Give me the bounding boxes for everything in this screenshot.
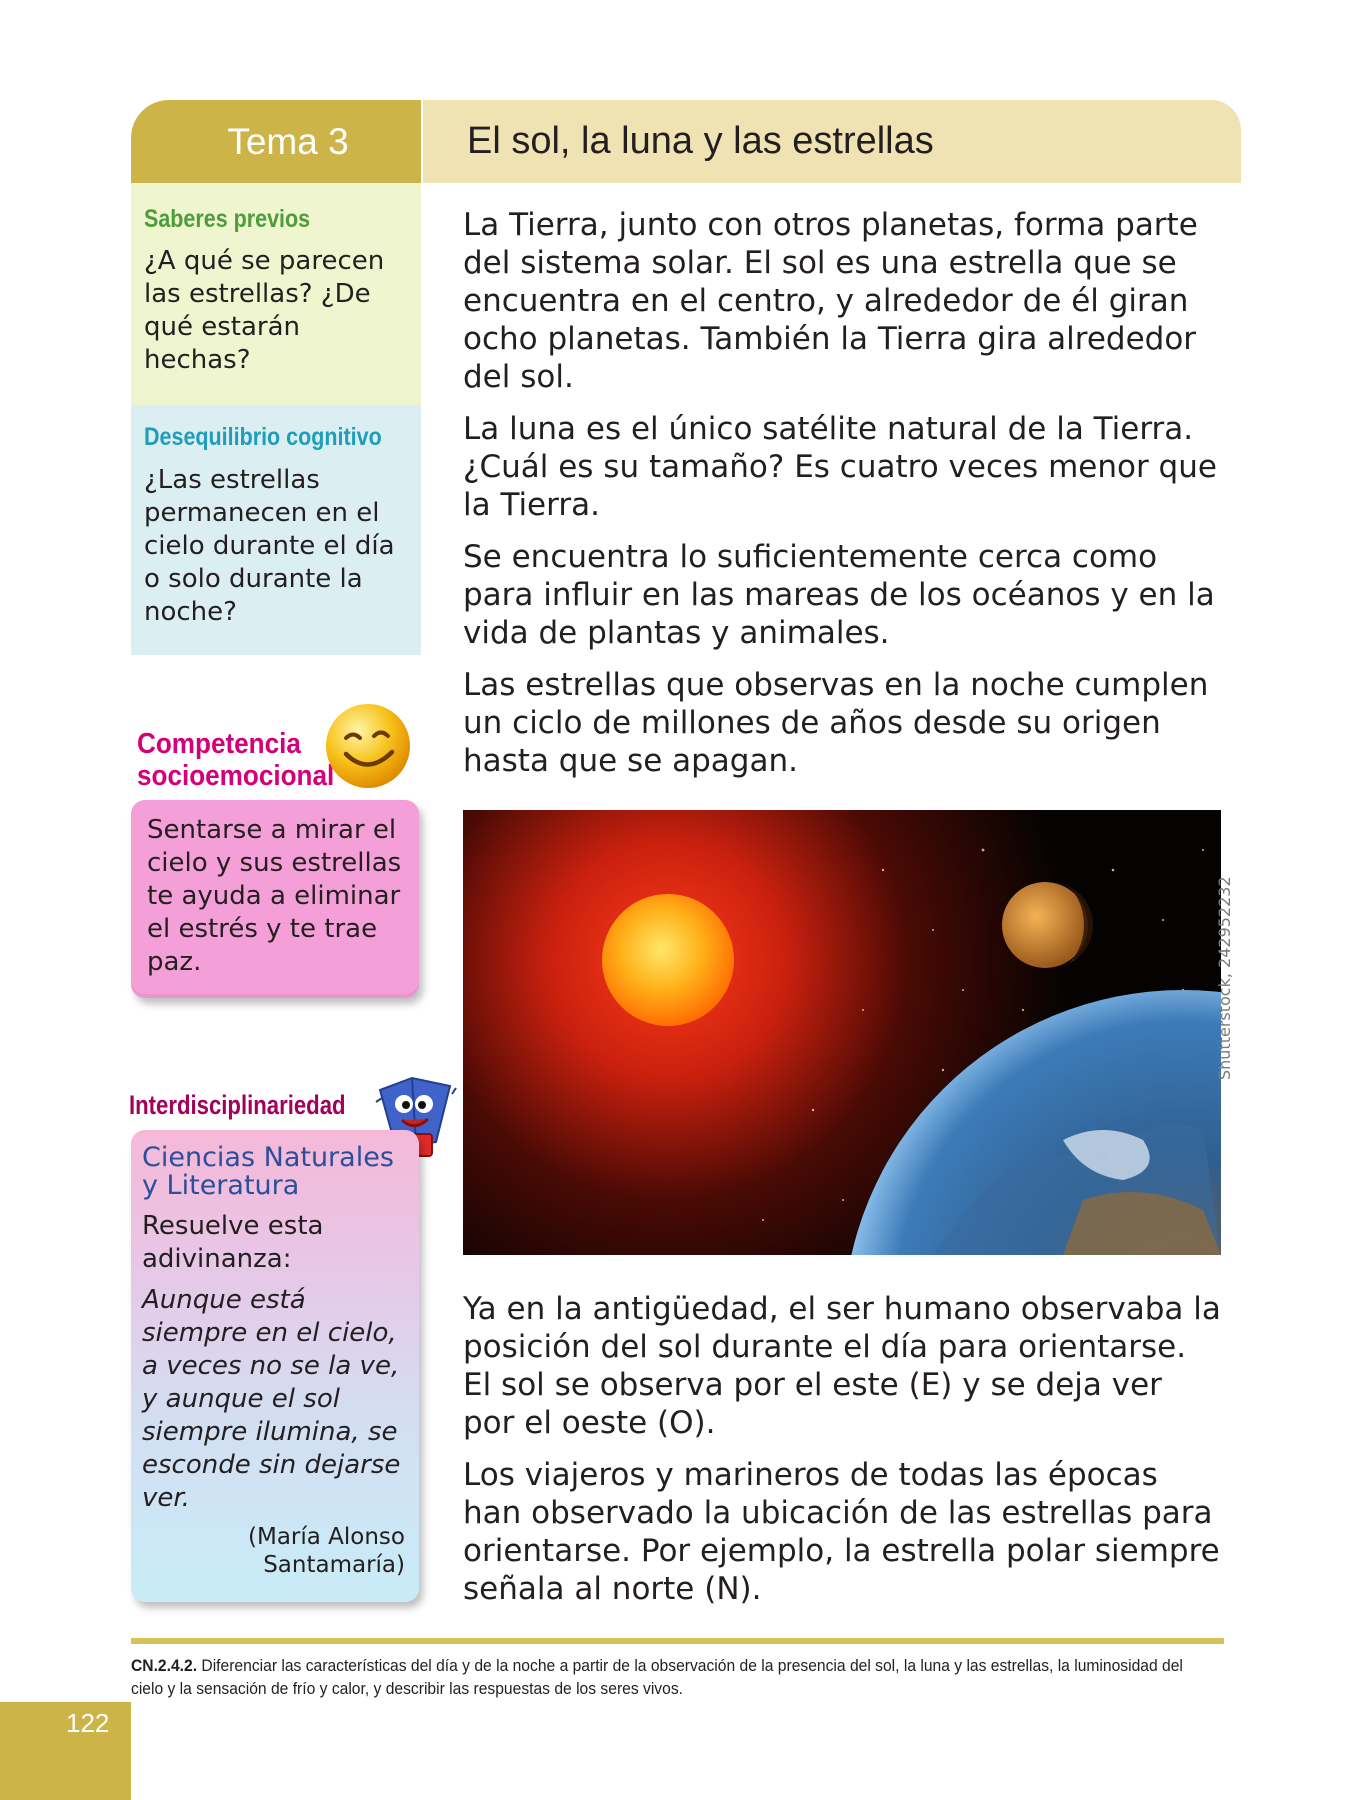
curriculum-standard (131, 1654, 1217, 1700)
standard-description: Diferenciar las características del día y de la noche a partir de la observación de la presencia del sol, la luna y las estrellas, la luminosidad del cielo y la sensación de frío y calor, y describir las respuestas de los seres vivos. (131, 1656, 1183, 1698)
paragraph: La luna es el único satélite natural de la Tierra. ¿Cuál es su tamaño? Es cuatro veces menor que la Tierra. (463, 411, 1217, 523)
paragraph: Ya en la antigüedad, el ser humano observaba la posición del sol durante el día para orientarse. El sol se observa por el este (E) y se deja ver por el oeste (O). (463, 1291, 1221, 1441)
footer-rule (131, 1638, 1224, 1644)
paragraph: Se encuentra lo suficientemente cerca como para influir en las mareas de los océanos y en la vida de plantas y animales. (463, 539, 1215, 651)
competencia-text: Sentarse a mirar el cielo y sus estrellas te ayuda a eliminar el estrés y te trae paz. (147, 815, 402, 977)
competencia-title (137, 728, 353, 792)
theme-label: Tema 3 (131, 100, 421, 183)
competencia-title-line2: socioemocional (137, 760, 335, 792)
photo-credit: Shutterstock, 242952232 (1215, 876, 1234, 1080)
page-title: El sol, la luna y las estrellas (423, 100, 1241, 183)
instruction-bold: Resuelve (142, 1211, 260, 1241)
desequilibrio-label: Desequilibrio cognitivo (144, 423, 382, 451)
smiley-icon (322, 700, 414, 792)
riddle-author: (María Alonso Santamaría) (248, 1524, 405, 1578)
standard-code: CN.2.4.2. (131, 1656, 198, 1675)
sun-moon-earth-image (463, 810, 1221, 1255)
interdisciplinariedad-title: Interdisciplinariedad (129, 1090, 346, 1120)
interdisciplinariedad-box (131, 1130, 419, 1602)
saberes-previos-label: Saberes previos (144, 205, 311, 233)
instruction-text (142, 1210, 409, 1276)
main-text-top (463, 206, 1223, 794)
instruction-rest: esta adivinanza: (142, 1211, 324, 1274)
page-number: 122 (66, 1708, 110, 1738)
saberes-previos-box (131, 183, 421, 405)
competencia-title-line1: Competencia (137, 728, 301, 760)
desequilibrio-text: ¿Las estrellas permanecen en el cielo durante el día o solo durante la noche? (144, 465, 395, 627)
paragraph: Las estrellas que observas en la noche cumplen un ciclo de millones de años desde su origen hasta que se apagan. (463, 667, 1209, 779)
saberes-previos-text: ¿A qué se parecen las estrellas? ¿De qué estarán hechas? (144, 246, 385, 375)
paragraph: La Tierra, junto con otros planetas, forma parte del sistema solar. El sol es una estrella que se encuentra en el centro, y alrededor de él giran ocho planetas. También la Tierra gira alrededor del sol. (463, 207, 1198, 395)
riddle-text: Aunque está siempre en el cielo, a veces no se la ve, y aunque el sol siempre ilumina, se esconde sin dejarse ver. (142, 1285, 401, 1513)
paragraph: Los viajeros y marineros de todas las épocas han observado la ubicación de las estrellas para orientarse. Por ejemplo, la estrella polar siempre señala al norte (N). (463, 1457, 1220, 1607)
subject-label: Ciencias Naturales y Literatura (142, 1142, 394, 1201)
desequilibrio-box (131, 405, 421, 655)
competencia-box (131, 800, 419, 998)
main-text-bottom (463, 1290, 1223, 1622)
